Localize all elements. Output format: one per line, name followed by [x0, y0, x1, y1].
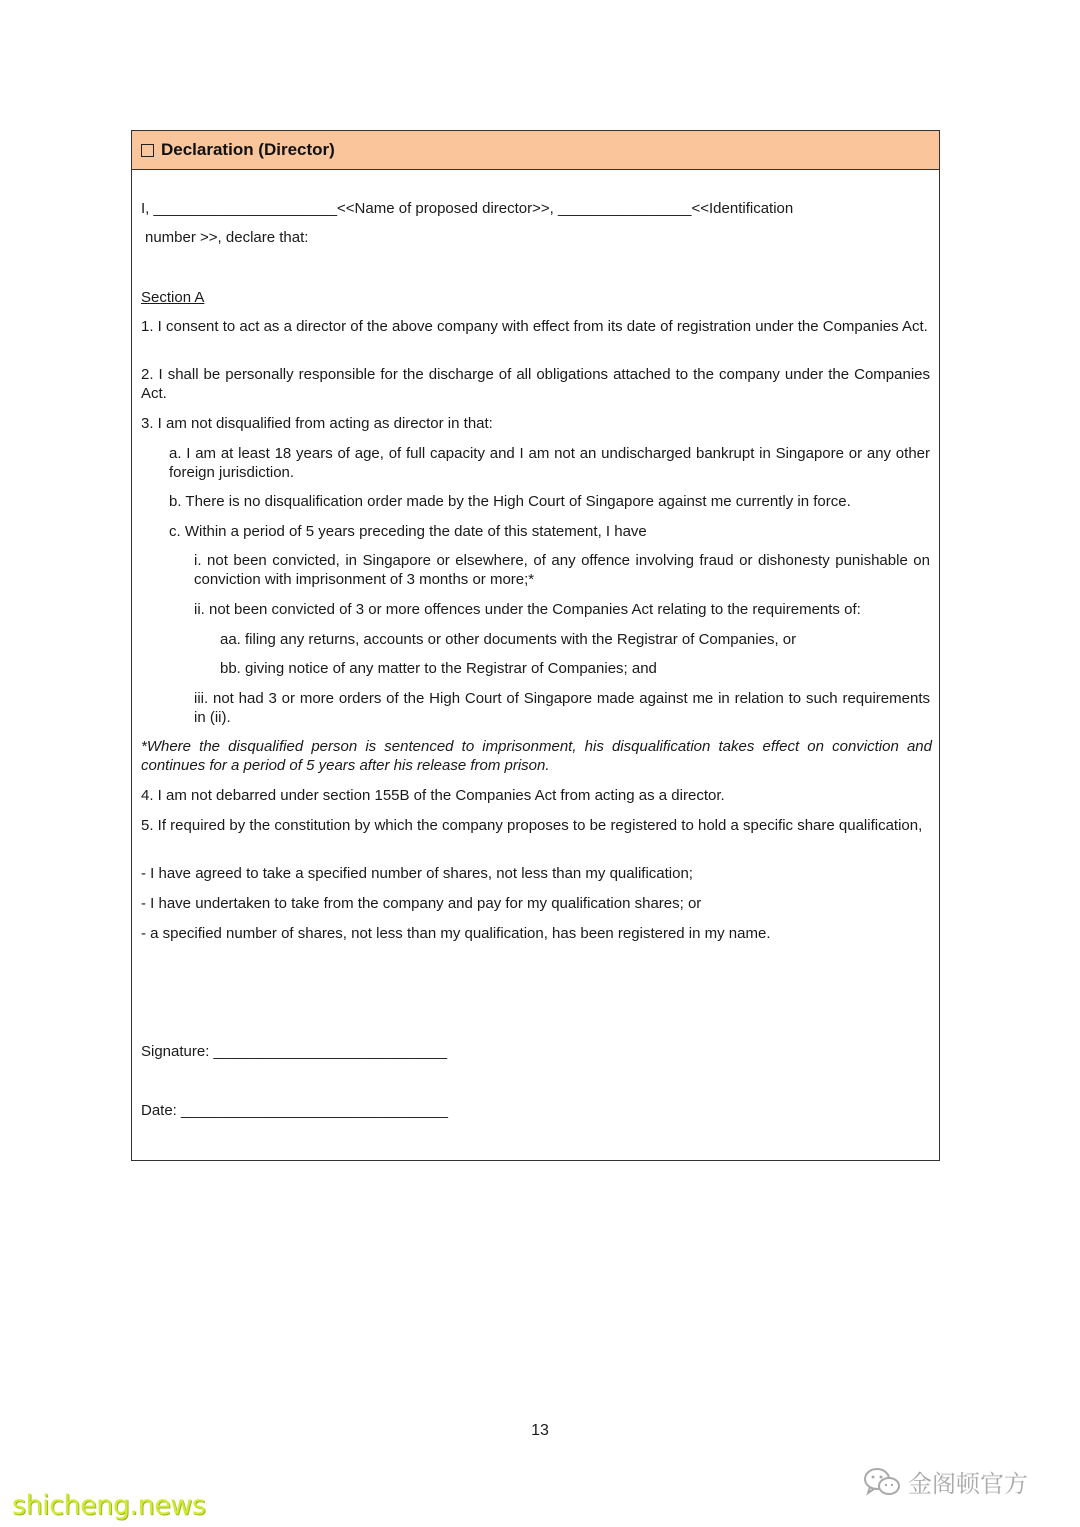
bullet-3: - a specified number of shares, not less than my qualification, has been registered in my name.: [141, 925, 771, 942]
item-2: 2. I shall be personally responsible for the discharge of all obligations attached to the company under the Companies Act.: [141, 366, 930, 402]
declaration-checkbox[interactable]: [141, 144, 154, 157]
page-number: 13: [531, 1422, 549, 1439]
signature-field[interactable]: Signature: ____________________________: [141, 1043, 448, 1060]
item-3c-i: i. not been convicted, in Singapore or elsewhere, of any offence involving fraud or dishonesty punishable on conviction with imprisonment of 3 months or more;*: [194, 552, 930, 588]
watermark-right: [862, 1464, 1028, 1499]
watermark-right-text: 金阁顿官方: [908, 1470, 1028, 1498]
bullet-2: - I have undertaken to take from the company and pay for my qualification shares; or: [141, 895, 702, 912]
intro-line-2: number >>, declare that:: [145, 229, 309, 246]
item-3c-iii: iii. not had 3 or more orders of the High Court of Singapore made against me in relation to such requirements in (ii).: [194, 690, 930, 726]
item-3c-ii: ii. not been convicted of 3 or more offences under the Companies Act relating to the requirements of:: [194, 601, 861, 618]
wechat-icon: [862, 1466, 902, 1498]
date-field[interactable]: Date: ________________________________: [141, 1102, 448, 1119]
section-a-heading: Section A: [141, 289, 205, 306]
watermark-left: shicheng.news: [12, 1490, 206, 1521]
form-header: [132, 131, 939, 170]
item-3b: b. There is no disqualification order made by the High Court of Singapore against me currently in force.: [169, 493, 851, 510]
form-title: Declaration (Director): [161, 140, 335, 159]
item-1: 1. I consent to act as a director of the above company with effect from its date of registration under the Companies Act.: [141, 318, 928, 335]
item-5: 5. If required by the constitution by which the company proposes to be registered to hold a specific share qualification,: [141, 817, 923, 834]
footnote: *Where the disqualified person is sentenced to imprisonment, his disqualification takes effect on conviction and continues for a period of 5 years after his release from prison.: [141, 738, 932, 774]
item-3a: a. I am at least 18 years of age, of full capacity and I am not an undischarged bankrupt in Singapore or any other foreign jurisdiction.: [169, 445, 930, 481]
bullet-1: - I have agreed to take a specified number of shares, not less than my qualification;: [141, 865, 693, 882]
item-3c-ii-aa: aa. filing any returns, accounts or other documents with the Registrar of Companies, or: [220, 631, 797, 648]
item-3: 3. I am not disqualified from acting as director in that:: [141, 415, 493, 432]
intro-line-1: I, ______________________<<Name of proposed director>>, ________________<<Identification: [141, 200, 794, 217]
item-3c: c. Within a period of 5 years preceding the date of this statement, I have: [169, 523, 647, 540]
item-3c-ii-bb: bb. giving notice of any matter to the Registrar of Companies; and: [220, 660, 657, 677]
item-4: 4. I am not debarred under section 155B of the Companies Act from acting as a director.: [141, 787, 725, 804]
